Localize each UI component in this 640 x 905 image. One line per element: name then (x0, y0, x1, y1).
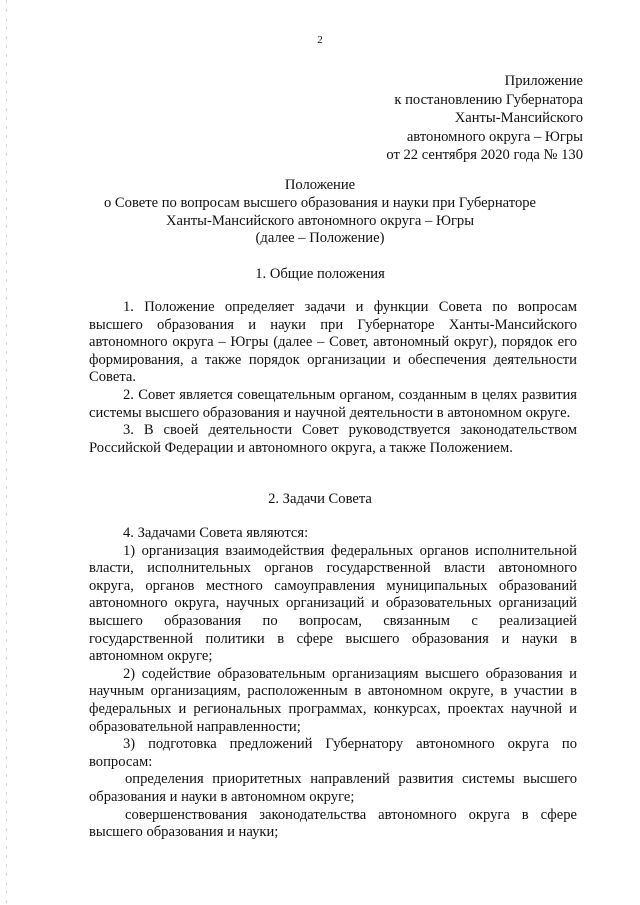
section-heading-tasks: 2. Задачи Совета (268, 491, 372, 507)
annex-line: автономного округа – Югры (406, 128, 583, 145)
scan-margin-line (6, 0, 7, 905)
title-line: о Совете по вопросам высшего образования и науки при Губернаторе (103, 194, 537, 211)
section-heading-general: 1. Общие положения (255, 266, 385, 282)
annex-line: Ханты-Мансийского (454, 110, 583, 127)
annex-line: Приложение (504, 73, 583, 89)
paragraph: 2. Совет является совещательным органом, созданным в целях развития системы высшего образования и научной деятельности в автономном округе. (89, 386, 577, 421)
section-general-body (89, 299, 577, 457)
sub-item: совершенствования законодательства автономного округа в сфере высшего образования и науки; (89, 806, 577, 841)
document-title (0, 177, 640, 248)
title-line: (далее – Положение) (255, 230, 385, 247)
annex-line: от 22 сентября 2020 года № 130 (386, 147, 583, 164)
annex-line: к постановлению Губернатора (394, 91, 583, 108)
annex-block (386, 72, 583, 165)
sub-item: определения приоритетных направлений развития системы высшего образования и науки в автономном округе; (89, 771, 577, 805)
title-line: Положение (284, 177, 356, 193)
paragraph: 1. Положение определяет задачи и функции Совета по вопросам высшего образования и науки при Губернаторе Ханты-Мансийского автономного округа – Югры (далее – Совет, автономный округ), порядок его формирования, а также порядок организации и обеспечения деятельности Совета. (89, 299, 577, 386)
section-tasks-body (89, 525, 577, 842)
list-item: 1) организация взаимодействия федеральных органов исполнительной власти, исполнительных органов государственной власти автономного округа, органов местного самоуправления муниципальных образований автономного округа, научных организаций и образовательных организаций высшего образования по вопросам, связанным с реализацией государственной политики в сфере высшего образования и науки в автономном округе; (89, 542, 577, 665)
list-item: 3) подготовка предложений Губернатору автономного округа по вопросам: (89, 736, 577, 770)
paragraph: 4. Задачами Совета являются: (123, 525, 309, 541)
list-item: 2) содействие образовательным организациям высшего образования и научным организациям, расположенным в автономном округе, в участии в федеральных и региональных программах, конкурсах, проектах научной и образовательной направленности; (89, 665, 577, 735)
title-line: Ханты-Мансийского автономного округа – Югры (165, 212, 475, 229)
paragraph: 3. В своей деятельности Совет руководствуется законодательством Российской Федерации и автономного округа, а также Положением. (89, 422, 577, 456)
page-number: 2 (317, 34, 323, 46)
